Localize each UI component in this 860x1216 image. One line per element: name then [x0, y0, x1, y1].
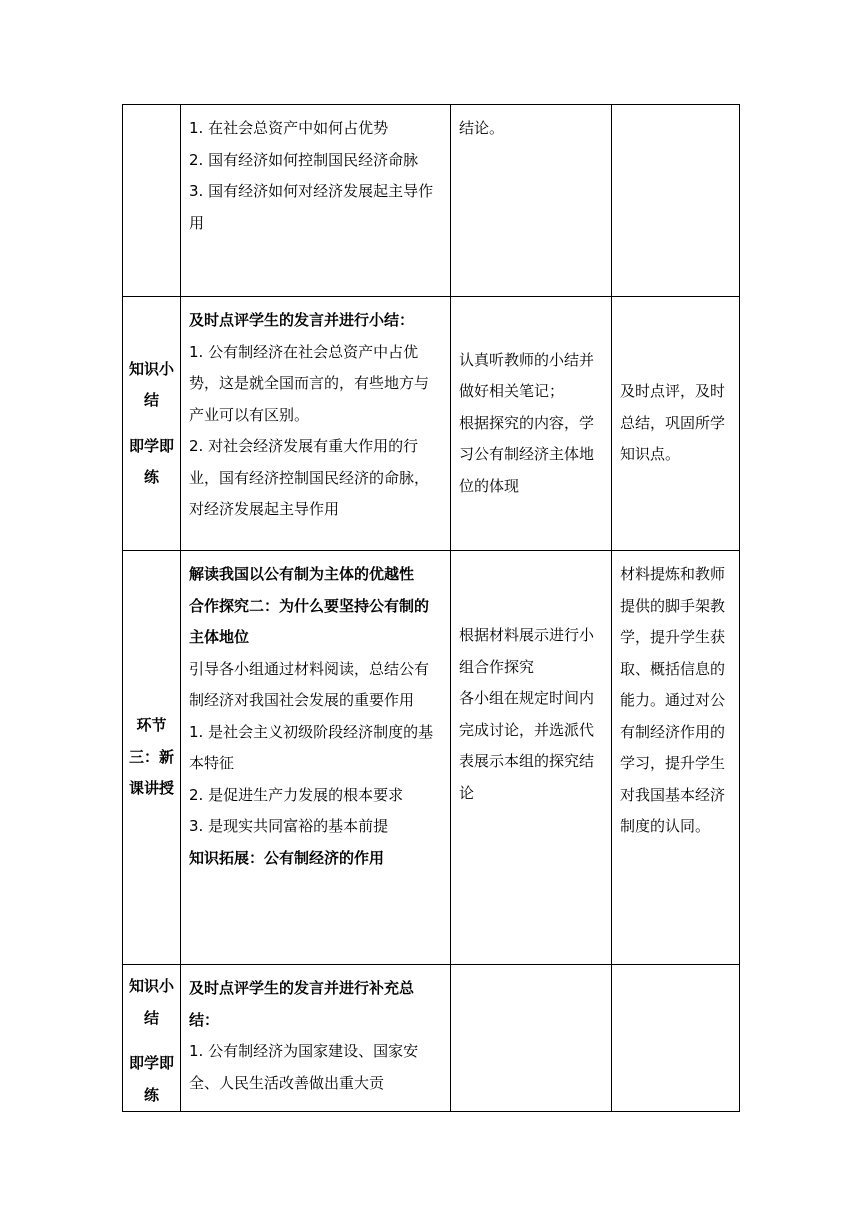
design-intent-cell — [612, 105, 740, 297]
student-activity-line: 结论。 — [459, 119, 505, 137]
design-intent-cell — [612, 551, 740, 965]
teacher-activity-line: 2. 对社会经济发展有重大作用的行业，国有经济控制国民经济的命脉，对经济发展起主导作用 — [189, 437, 430, 518]
lesson-plan-table — [122, 104, 740, 1112]
teacher-activity-heading: 知识拓展：公有制经济的作用 — [189, 848, 385, 867]
stage-label: 知识小结 — [129, 359, 175, 409]
teacher-activity-cell — [181, 105, 451, 297]
student-activity-line: 各小组在规定时间内完成讨论，并选派代表展示本组的探究结论 — [459, 689, 595, 802]
teacher-activity-line: 1. 公有制经济在社会总资产中占优势，这是就全国而言的，有些地方与产业可以有区别。 — [189, 342, 430, 424]
teacher-activity-heading: 及时点评学生的发言并进行小结： — [189, 311, 415, 329]
teacher-activity-cell — [181, 297, 451, 551]
stage-label: 即学即练 — [129, 1054, 175, 1104]
teacher-activity-line: 1. 公有制经济为国家建设、国家安全、人民生活改善做出重大贡 — [189, 1042, 419, 1092]
design-intent-text: 及时点评，及时总结，巩固所学知识点。 — [620, 382, 726, 464]
teacher-activity-line: 1. 在社会总资产中如何占优势 — [189, 119, 389, 137]
teacher-activity-heading: 及时点评学生的发言并进行补充总结： — [189, 979, 415, 1029]
stage-cell — [123, 297, 181, 551]
design-intent-cell — [612, 965, 740, 1112]
teacher-activity-cell — [181, 551, 451, 965]
table-row — [123, 297, 740, 551]
student-activity-cell — [451, 105, 612, 297]
teacher-activity-line: 3. 国有经济如何对经济发展起主导作用 — [189, 182, 434, 232]
table-row — [123, 965, 740, 1112]
table-row — [123, 551, 740, 965]
design-intent-cell — [612, 297, 740, 551]
stage-cell — [123, 551, 181, 965]
teacher-activity-line: 引导各小组通过材料阅读，总结公有制经济对我国社会发展的重要作用 — [189, 659, 430, 709]
stage-cell — [123, 965, 181, 1112]
teacher-activity-heading: 解读我国以公有制为主体的优越性 — [189, 565, 415, 583]
teacher-activity-line: 3. 是现实共同富裕的基本前提 — [189, 817, 389, 835]
stage-label: 环节三：新课讲授 — [129, 716, 175, 798]
student-activity-line: 根据探究的内容，学习公有制经济主体地位的体现 — [459, 413, 595, 495]
teacher-activity-line: 1. 是社会主义初级阶段经济制度的基本特征 — [189, 722, 434, 772]
stage-label: 知识小结 — [129, 977, 175, 1027]
stage-cell — [123, 105, 181, 297]
teacher-activity-line: 2. 国有经济如何控制国民经济命脉 — [189, 150, 419, 169]
student-activity-cell — [451, 297, 612, 551]
teacher-activity-line: 2. 是促进生产力发展的根本要求 — [189, 785, 404, 804]
teacher-activity-heading: 合作探究二：为什么要坚持公有制的主体地位 — [189, 596, 430, 646]
design-intent-text: 材料提炼和教师提供的脚手架教学，提升学生获取、概括信息的能力。通过对公有制经济作用的学习，提升学生对我国基本经济制度的认同。 — [620, 565, 726, 835]
teacher-activity-cell — [181, 965, 451, 1112]
student-activity-line: 根据材料展示进行小组合作探究 — [459, 626, 595, 676]
student-activity-line: 认真听教师的小结并做好相关笔记； — [459, 350, 595, 401]
table-row — [123, 105, 740, 297]
student-activity-cell — [451, 551, 612, 965]
student-activity-cell — [451, 965, 612, 1112]
stage-label: 即学即练 — [129, 436, 175, 486]
